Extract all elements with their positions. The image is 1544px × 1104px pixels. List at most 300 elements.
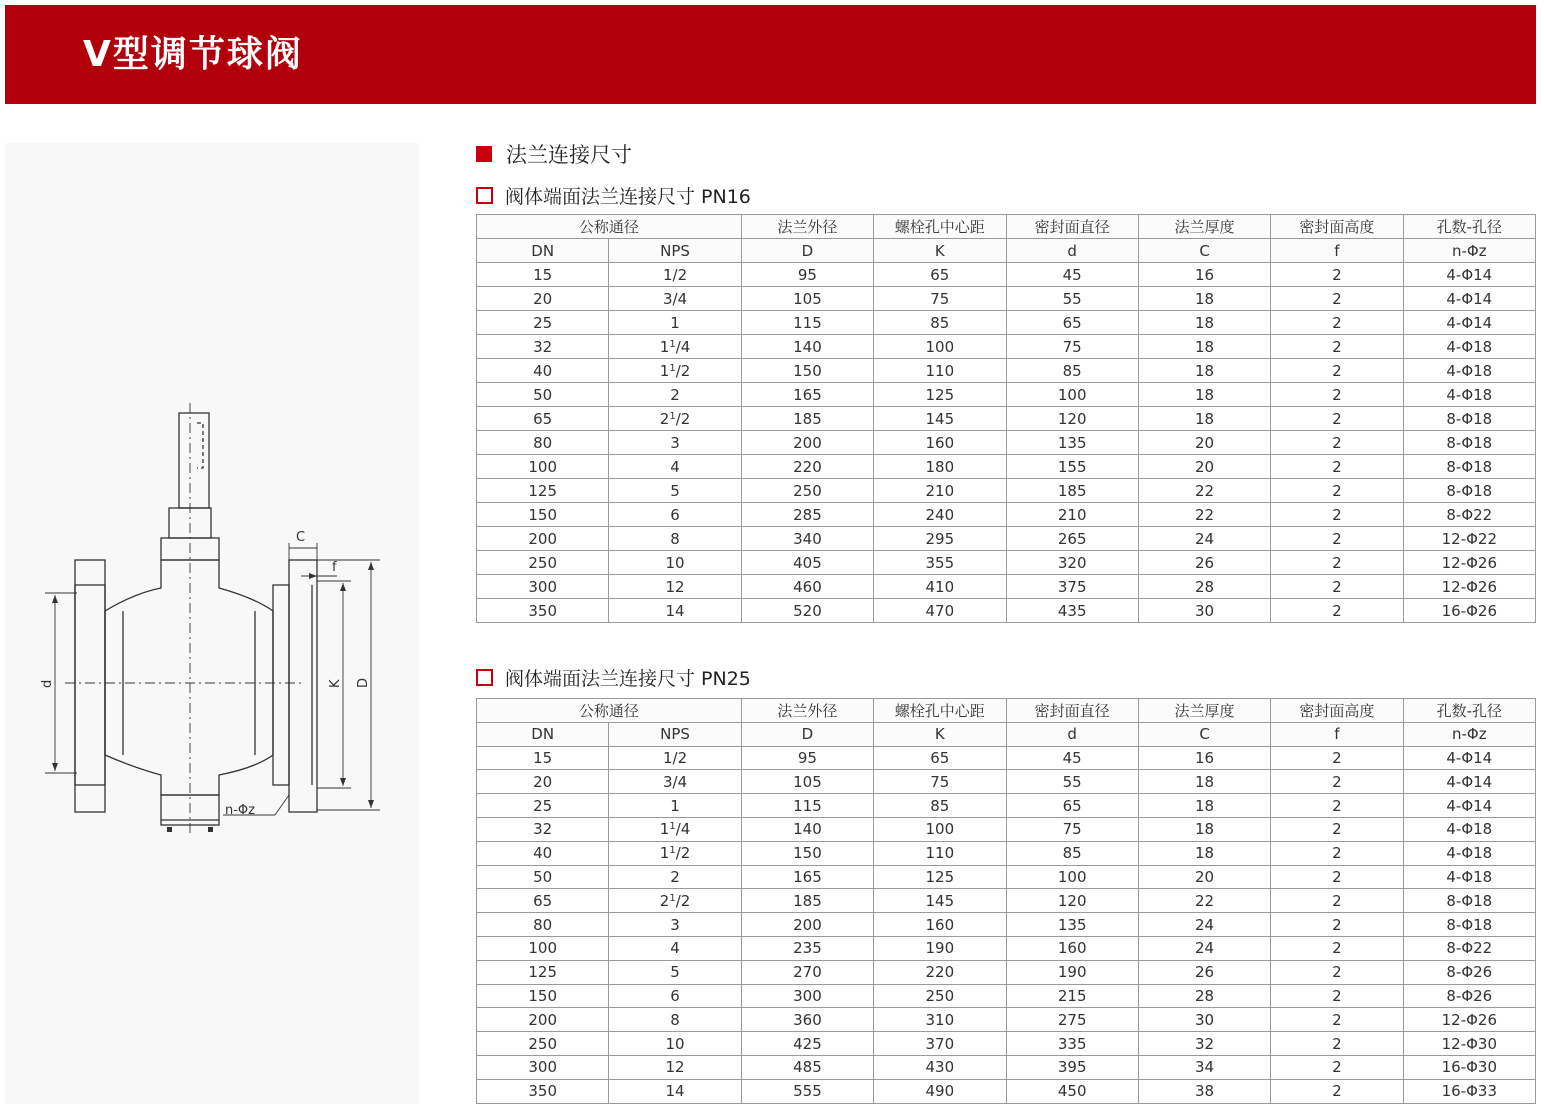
cell-holes: 4-Φ14 xyxy=(1403,287,1535,311)
table-row xyxy=(477,335,1536,359)
cell-seal-height: 2 xyxy=(1271,794,1403,818)
cell-seal-diameter: 395 xyxy=(1006,1055,1138,1079)
cell-seal-diameter: 185 xyxy=(1006,479,1138,503)
cell-seal-height: 2 xyxy=(1271,479,1403,503)
header-nominal-size: 公称通径 xyxy=(477,699,742,723)
cell-dn: 32 xyxy=(477,335,609,359)
header-seal-diameter: 密封面直径 xyxy=(1006,699,1138,723)
table-row xyxy=(477,770,1536,794)
symbol-holes: n-Φz xyxy=(1403,722,1535,746)
cell-flange-thickness: 22 xyxy=(1138,503,1270,527)
cell-holes: 8-Φ22 xyxy=(1403,936,1535,960)
header-nominal-size: 公称通径 xyxy=(477,215,742,239)
cell-nps: 4 xyxy=(609,455,741,479)
symbol-k: K xyxy=(874,239,1006,263)
cell-seal-diameter: 100 xyxy=(1006,865,1138,889)
cell-flange-thickness: 38 xyxy=(1138,1079,1270,1103)
cell-nps: 6 xyxy=(609,984,741,1008)
cell-dn: 65 xyxy=(477,407,609,431)
cell-dn: 50 xyxy=(477,383,609,407)
cell-seal-diameter: 450 xyxy=(1006,1079,1138,1103)
cell-flange-od: 405 xyxy=(741,551,873,575)
cell-holes: 12-Φ22 xyxy=(1403,527,1535,551)
cell-nps: 12 xyxy=(609,1055,741,1079)
cell-seal-diameter: 155 xyxy=(1006,455,1138,479)
cell-flange-thickness: 34 xyxy=(1138,1055,1270,1079)
cell-holes: 4-Φ14 xyxy=(1403,770,1535,794)
cell-flange-thickness: 30 xyxy=(1138,599,1270,623)
cell-flange-od: 150 xyxy=(741,359,873,383)
cell-dn: 200 xyxy=(477,527,609,551)
cell-flange-od: 95 xyxy=(741,746,873,770)
cell-nps: 2 xyxy=(609,383,741,407)
table-row xyxy=(477,1079,1536,1103)
valve-dimension-drawing xyxy=(5,143,419,1104)
page-title: V型调节球阀 xyxy=(83,34,303,75)
symbol-d-seal: d xyxy=(1006,722,1138,746)
cell-nps: 1 xyxy=(609,794,741,818)
cell-flange-thickness: 32 xyxy=(1138,1032,1270,1056)
cell-bolt-circle: 295 xyxy=(874,527,1006,551)
cell-nps: 1/2 xyxy=(609,746,741,770)
cell-bolt-circle: 370 xyxy=(874,1032,1006,1056)
symbol-k: K xyxy=(874,722,1006,746)
cell-seal-height: 2 xyxy=(1271,865,1403,889)
table-row xyxy=(477,984,1536,1008)
cell-dn: 25 xyxy=(477,794,609,818)
cell-holes: 4-Φ14 xyxy=(1403,311,1535,335)
table-row xyxy=(477,431,1536,455)
cell-flange-od: 235 xyxy=(741,936,873,960)
cell-flange-thickness: 30 xyxy=(1138,1008,1270,1032)
table-row xyxy=(477,575,1536,599)
table-row xyxy=(477,841,1536,865)
cell-nps: 14 xyxy=(609,1079,741,1103)
cell-bolt-circle: 85 xyxy=(874,794,1006,818)
cell-flange-thickness: 20 xyxy=(1138,431,1270,455)
cell-flange-od: 200 xyxy=(741,431,873,455)
cell-seal-height: 2 xyxy=(1271,527,1403,551)
cell-bolt-circle: 110 xyxy=(874,359,1006,383)
table-row xyxy=(477,913,1536,937)
cell-bolt-circle: 125 xyxy=(874,865,1006,889)
cell-dn: 200 xyxy=(477,1008,609,1032)
table-row xyxy=(477,407,1536,431)
cell-seal-height: 2 xyxy=(1271,936,1403,960)
cell-flange-od: 555 xyxy=(741,1079,873,1103)
cell-seal-diameter: 45 xyxy=(1006,263,1138,287)
table-row xyxy=(477,1032,1536,1056)
cell-seal-height: 2 xyxy=(1271,407,1403,431)
table-row xyxy=(477,551,1536,575)
dim-label-c: C xyxy=(296,530,306,545)
cell-nps: 2 xyxy=(609,865,741,889)
right-flange xyxy=(289,560,317,812)
cell-holes: 4-Φ18 xyxy=(1403,817,1535,841)
cell-dn: 20 xyxy=(477,287,609,311)
pn25-table-body xyxy=(477,746,1536,1103)
cell-bolt-circle: 240 xyxy=(874,503,1006,527)
cell-seal-height: 2 xyxy=(1271,1079,1403,1103)
table-row xyxy=(477,527,1536,551)
cell-flange-thickness: 18 xyxy=(1138,794,1270,818)
cell-seal-diameter: 75 xyxy=(1006,817,1138,841)
cell-seal-diameter: 100 xyxy=(1006,383,1138,407)
header-bolt-circle: 螺栓孔中心距 xyxy=(874,699,1006,723)
cell-dn: 50 xyxy=(477,865,609,889)
cell-nps: 10 xyxy=(609,551,741,575)
section-title-text: 法兰连接尺寸 xyxy=(506,143,632,167)
cell-seal-diameter: 320 xyxy=(1006,551,1138,575)
pn16-table-body xyxy=(477,263,1536,623)
cell-holes: 8-Φ18 xyxy=(1403,889,1535,913)
cell-seal-diameter: 65 xyxy=(1006,794,1138,818)
cell-nps: 10 xyxy=(609,1032,741,1056)
cell-bolt-circle: 145 xyxy=(874,889,1006,913)
cell-holes: 12-Φ30 xyxy=(1403,1032,1535,1056)
dim-label-holes: n-Φz xyxy=(225,803,255,818)
cell-bolt-circle: 470 xyxy=(874,599,1006,623)
cell-flange-od: 105 xyxy=(741,770,873,794)
cell-seal-height: 2 xyxy=(1271,383,1403,407)
cell-flange-thickness: 28 xyxy=(1138,575,1270,599)
cell-dn: 350 xyxy=(477,599,609,623)
header-seal-height: 密封面高度 xyxy=(1271,699,1403,723)
cell-nps: 14 xyxy=(609,599,741,623)
cell-nps: $1^1/4$ xyxy=(609,335,741,359)
cell-nps: $1^1/2$ xyxy=(609,359,741,383)
cell-seal-height: 2 xyxy=(1271,335,1403,359)
cell-holes: 12-Φ26 xyxy=(1403,575,1535,599)
cell-flange-od: 250 xyxy=(741,479,873,503)
cell-seal-height: 2 xyxy=(1271,599,1403,623)
cell-holes: 8-Φ18 xyxy=(1403,407,1535,431)
cell-flange-od: 185 xyxy=(741,407,873,431)
section-title xyxy=(476,139,632,169)
table-row xyxy=(477,817,1536,841)
cell-bolt-circle: 250 xyxy=(874,984,1006,1008)
cell-bolt-circle: 410 xyxy=(874,575,1006,599)
cell-holes: 12-Φ26 xyxy=(1403,1008,1535,1032)
cell-seal-height: 2 xyxy=(1271,1055,1403,1079)
table-row xyxy=(477,1055,1536,1079)
cell-flange-od: 115 xyxy=(741,794,873,818)
cell-flange-od: 185 xyxy=(741,889,873,913)
cell-nps: 5 xyxy=(609,960,741,984)
pn25-table xyxy=(476,698,1536,1104)
cell-nps: 3/4 xyxy=(609,770,741,794)
cell-nps: 6 xyxy=(609,503,741,527)
table-row xyxy=(477,383,1536,407)
cell-seal-diameter: 120 xyxy=(1006,889,1138,913)
cell-dn: 65 xyxy=(477,889,609,913)
cell-flange-thickness: 18 xyxy=(1138,407,1270,431)
cell-flange-od: 220 xyxy=(741,455,873,479)
pn16-table xyxy=(476,214,1536,623)
cell-seal-height: 2 xyxy=(1271,503,1403,527)
cell-seal-diameter: 275 xyxy=(1006,1008,1138,1032)
symbol-f: f xyxy=(1271,722,1403,746)
cell-seal-height: 2 xyxy=(1271,1008,1403,1032)
cell-holes: 12-Φ26 xyxy=(1403,551,1535,575)
cell-bolt-circle: 490 xyxy=(874,1079,1006,1103)
cell-flange-thickness: 18 xyxy=(1138,841,1270,865)
cell-seal-diameter: 375 xyxy=(1006,575,1138,599)
cell-bolt-circle: 65 xyxy=(874,746,1006,770)
cell-nps: 3/4 xyxy=(609,287,741,311)
cell-seal-diameter: 45 xyxy=(1006,746,1138,770)
cell-holes: 8-Φ18 xyxy=(1403,455,1535,479)
cell-dn: 32 xyxy=(477,817,609,841)
cell-dn: 250 xyxy=(477,551,609,575)
dim-label-f: f xyxy=(332,560,337,575)
cell-holes: 8-Φ18 xyxy=(1403,913,1535,937)
cell-bolt-circle: 220 xyxy=(874,960,1006,984)
cell-seal-height: 2 xyxy=(1271,817,1403,841)
table-header-row xyxy=(477,699,1536,723)
cell-bolt-circle: 160 xyxy=(874,431,1006,455)
cell-dn: 125 xyxy=(477,960,609,984)
cell-seal-diameter: 265 xyxy=(1006,527,1138,551)
cell-dn: 150 xyxy=(477,984,609,1008)
dim-label-d: d xyxy=(40,679,55,688)
cell-seal-diameter: 55 xyxy=(1006,770,1138,794)
table-row xyxy=(477,889,1536,913)
cell-dn: 40 xyxy=(477,841,609,865)
cell-bolt-circle: 210 xyxy=(874,479,1006,503)
cell-flange-thickness: 28 xyxy=(1138,984,1270,1008)
dim-label-big-d: D xyxy=(356,677,371,688)
header-holes: 孔数-孔径 xyxy=(1403,215,1535,239)
cell-flange-od: 140 xyxy=(741,335,873,359)
cell-flange-thickness: 22 xyxy=(1138,889,1270,913)
dim-label-k: K xyxy=(328,679,343,688)
cell-flange-thickness: 26 xyxy=(1138,960,1270,984)
cell-seal-diameter: 210 xyxy=(1006,503,1138,527)
cell-dn: 80 xyxy=(477,913,609,937)
cell-nps: 4 xyxy=(609,936,741,960)
cell-seal-diameter: 135 xyxy=(1006,431,1138,455)
table-row xyxy=(477,287,1536,311)
table-row xyxy=(477,359,1536,383)
cell-holes: 4-Φ14 xyxy=(1403,746,1535,770)
cell-seal-height: 2 xyxy=(1271,311,1403,335)
cell-flange-od: 300 xyxy=(741,984,873,1008)
cell-seal-height: 2 xyxy=(1271,913,1403,937)
pn16-title xyxy=(476,182,751,208)
cell-dn: 40 xyxy=(477,359,609,383)
header-flange-thickness: 法兰厚度 xyxy=(1138,699,1270,723)
header-seal-height: 密封面高度 xyxy=(1271,215,1403,239)
cell-nps: $1^1/2$ xyxy=(609,841,741,865)
symbol-nps: NPS xyxy=(609,239,741,263)
cell-flange-thickness: 24 xyxy=(1138,936,1270,960)
table-row xyxy=(477,455,1536,479)
cell-holes: 8-Φ18 xyxy=(1403,431,1535,455)
cell-seal-height: 2 xyxy=(1271,455,1403,479)
cell-flange-thickness: 18 xyxy=(1138,770,1270,794)
cell-flange-thickness: 18 xyxy=(1138,311,1270,335)
cell-flange-thickness: 16 xyxy=(1138,263,1270,287)
cell-flange-od: 340 xyxy=(741,527,873,551)
symbol-d-outer: D xyxy=(741,239,873,263)
cell-dn: 25 xyxy=(477,311,609,335)
cell-seal-height: 2 xyxy=(1271,359,1403,383)
table-row xyxy=(477,311,1536,335)
table-row xyxy=(477,263,1536,287)
cell-holes: 8-Φ22 xyxy=(1403,503,1535,527)
cell-nps: 1/2 xyxy=(609,263,741,287)
cell-flange-od: 150 xyxy=(741,841,873,865)
cell-holes: 4-Φ18 xyxy=(1403,335,1535,359)
cell-flange-od: 115 xyxy=(741,311,873,335)
symbol-c: C xyxy=(1138,239,1270,263)
cell-seal-diameter: 85 xyxy=(1006,359,1138,383)
stem-shaft xyxy=(179,413,209,508)
cell-flange-od: 520 xyxy=(741,599,873,623)
cell-holes: 4-Φ18 xyxy=(1403,383,1535,407)
table-row xyxy=(477,479,1536,503)
stem-keyway xyxy=(197,423,203,468)
cell-nps: 1 xyxy=(609,311,741,335)
symbol-f: f xyxy=(1271,239,1403,263)
cell-seal-diameter: 215 xyxy=(1006,984,1138,1008)
symbol-d-outer: D xyxy=(741,722,873,746)
cell-dn: 80 xyxy=(477,431,609,455)
cell-seal-height: 2 xyxy=(1271,960,1403,984)
cell-holes: 8-Φ18 xyxy=(1403,479,1535,503)
table-row xyxy=(477,865,1536,889)
title-banner xyxy=(5,5,1536,104)
filled-square-icon xyxy=(476,146,492,162)
symbol-holes: n-Φz xyxy=(1403,239,1535,263)
cell-flange-od: 460 xyxy=(741,575,873,599)
cell-seal-height: 2 xyxy=(1271,431,1403,455)
cell-seal-height: 2 xyxy=(1271,984,1403,1008)
cell-nps: 3 xyxy=(609,913,741,937)
cell-flange-od: 165 xyxy=(741,865,873,889)
cell-flange-thickness: 18 xyxy=(1138,335,1270,359)
cell-bolt-circle: 75 xyxy=(874,770,1006,794)
header-flange-od: 法兰外径 xyxy=(741,699,873,723)
cell-bolt-circle: 310 xyxy=(874,1008,1006,1032)
cell-bolt-circle: 145 xyxy=(874,407,1006,431)
cell-seal-height: 2 xyxy=(1271,263,1403,287)
cell-dn: 300 xyxy=(477,575,609,599)
cell-holes: 16-Φ30 xyxy=(1403,1055,1535,1079)
table-row xyxy=(477,1008,1536,1032)
cell-bolt-circle: 355 xyxy=(874,551,1006,575)
cell-holes: 4-Φ14 xyxy=(1403,794,1535,818)
cell-bolt-circle: 430 xyxy=(874,1055,1006,1079)
cell-bolt-circle: 75 xyxy=(874,287,1006,311)
header-bolt-circle: 螺栓孔中心距 xyxy=(874,215,1006,239)
cell-flange-od: 105 xyxy=(741,287,873,311)
pn25-title xyxy=(476,664,751,690)
symbol-dn: DN xyxy=(477,239,609,263)
cell-seal-height: 2 xyxy=(1271,841,1403,865)
cell-bolt-circle: 65 xyxy=(874,263,1006,287)
cell-dn: 15 xyxy=(477,746,609,770)
cell-dn: 100 xyxy=(477,455,609,479)
header-flange-thickness: 法兰厚度 xyxy=(1138,215,1270,239)
header-holes: 孔数-孔径 xyxy=(1403,699,1535,723)
cell-seal-diameter: 55 xyxy=(1006,287,1138,311)
cell-dn: 20 xyxy=(477,770,609,794)
cell-nps: 3 xyxy=(609,431,741,455)
pn16-title-text: 阀体端面法兰连接尺寸 PN16 xyxy=(505,185,751,208)
cell-seal-diameter: 335 xyxy=(1006,1032,1138,1056)
cell-flange-thickness: 24 xyxy=(1138,527,1270,551)
cell-flange-od: 270 xyxy=(741,960,873,984)
table-row xyxy=(477,794,1536,818)
cell-dn: 150 xyxy=(477,503,609,527)
cell-flange-thickness: 18 xyxy=(1138,817,1270,841)
outline-square-icon xyxy=(476,187,493,204)
cell-flange-od: 485 xyxy=(741,1055,873,1079)
cell-dn: 350 xyxy=(477,1079,609,1103)
pn25-title-text: 阀体端面法兰连接尺寸 PN25 xyxy=(505,667,751,690)
cell-seal-height: 2 xyxy=(1271,889,1403,913)
cell-flange-thickness: 22 xyxy=(1138,479,1270,503)
symbol-d-seal: d xyxy=(1006,239,1138,263)
cell-bolt-circle: 160 xyxy=(874,913,1006,937)
cell-seal-diameter: 160 xyxy=(1006,936,1138,960)
cell-seal-height: 2 xyxy=(1271,287,1403,311)
table-row xyxy=(477,936,1536,960)
cell-seal-diameter: 65 xyxy=(1006,311,1138,335)
cell-holes: 4-Φ14 xyxy=(1403,263,1535,287)
cell-seal-height: 2 xyxy=(1271,551,1403,575)
cell-bolt-circle: 125 xyxy=(874,383,1006,407)
cell-holes: 16-Φ26 xyxy=(1403,599,1535,623)
cell-flange-thickness: 20 xyxy=(1138,865,1270,889)
cell-seal-diameter: 190 xyxy=(1006,960,1138,984)
cell-dn: 100 xyxy=(477,936,609,960)
cell-flange-thickness: 26 xyxy=(1138,551,1270,575)
cell-flange-thickness: 16 xyxy=(1138,746,1270,770)
cell-holes: 4-Φ18 xyxy=(1403,865,1535,889)
cell-holes: 16-Φ33 xyxy=(1403,1079,1535,1103)
cell-holes: 8-Φ26 xyxy=(1403,960,1535,984)
cell-flange-od: 165 xyxy=(741,383,873,407)
cell-seal-diameter: 75 xyxy=(1006,335,1138,359)
table-row xyxy=(477,599,1536,623)
header-flange-od: 法兰外径 xyxy=(741,215,873,239)
cell-nps: 5 xyxy=(609,479,741,503)
cell-nps: $1^1/4$ xyxy=(609,817,741,841)
cell-nps: $2^1/2$ xyxy=(609,407,741,431)
table-row xyxy=(477,960,1536,984)
cell-seal-diameter: 435 xyxy=(1006,599,1138,623)
cell-holes: 8-Φ26 xyxy=(1403,984,1535,1008)
cell-flange-thickness: 18 xyxy=(1138,287,1270,311)
cell-bolt-circle: 100 xyxy=(874,817,1006,841)
symbol-dn: DN xyxy=(477,722,609,746)
cell-seal-height: 2 xyxy=(1271,746,1403,770)
cell-flange-od: 140 xyxy=(741,817,873,841)
cell-bolt-circle: 110 xyxy=(874,841,1006,865)
table-header-row xyxy=(477,215,1536,239)
table-symbol-row xyxy=(477,239,1536,263)
cell-holes: 4-Φ18 xyxy=(1403,841,1535,865)
cell-flange-od: 425 xyxy=(741,1032,873,1056)
cell-flange-thickness: 18 xyxy=(1138,383,1270,407)
cell-bolt-circle: 190 xyxy=(874,936,1006,960)
table-row xyxy=(477,746,1536,770)
cell-flange-od: 360 xyxy=(741,1008,873,1032)
cell-bolt-circle: 180 xyxy=(874,455,1006,479)
